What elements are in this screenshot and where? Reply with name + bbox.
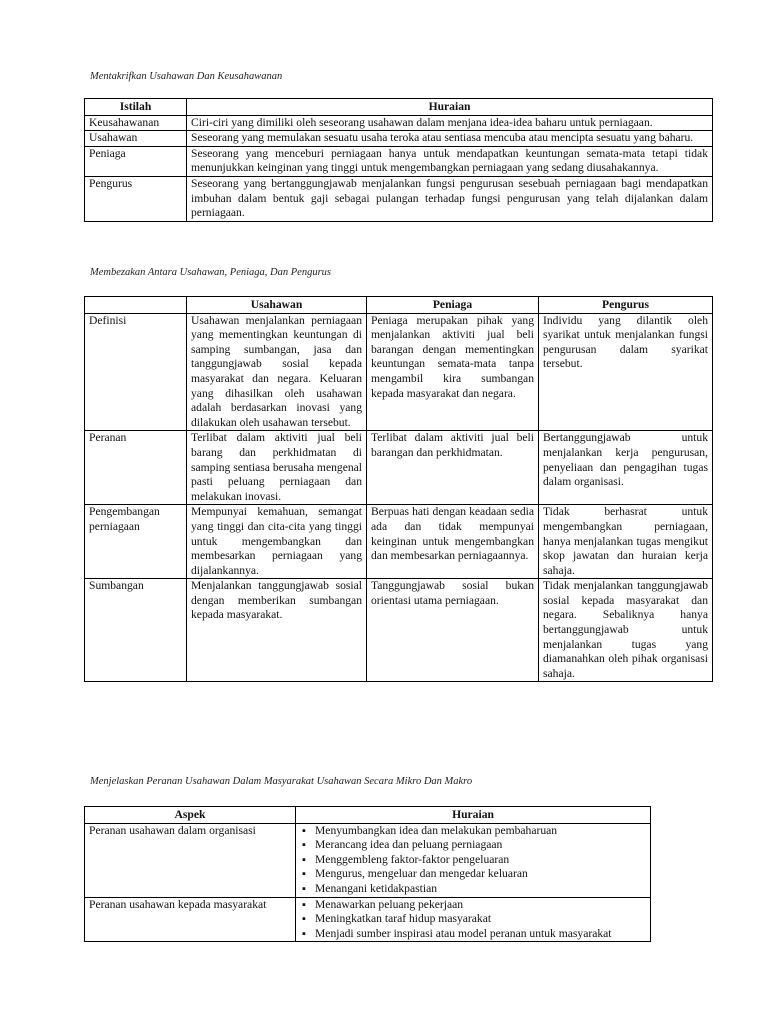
table-row — [85, 431, 713, 505]
description-cell: Seseorang yang bertanggungjawab menjalankan fungsi pengurusan sesebuah perniagaan bagi mendapatkan imbuhan dalam bentuk gaji sebagai pulangan terhadap fungsi pengurusan yang telah dijalankan dalam perniagaan. — [187, 176, 713, 221]
table-header-row — [85, 297, 713, 314]
aspect-cell: Pengembangan perniagaan — [85, 505, 187, 579]
usahawan-cell: Mempunyai kemahuan, semangat yang tinggi dan cita-cita yang tinggi untuk mengembangkan dan membesarkan perniagaan yang dijalankannya. — [187, 505, 367, 579]
section1-heading: Mentakrifkan Usahawan Dan Keusahawanan — [90, 71, 283, 82]
description-cell: Ciri-ciri yang dimiliki oleh seseorang usahawan dalam menjana idea-idea baharu untuk perniagaan. — [187, 115, 713, 131]
column-header-huraian: Huraian — [296, 807, 651, 824]
table-row — [85, 897, 651, 942]
term-cell: Peniaga — [85, 146, 187, 176]
table-row — [85, 176, 713, 221]
list-item: ▪ Mengurus, mengeluar dan mengedar keluaran — [300, 867, 646, 882]
list-item: ▪ Merancang idea dan peluang perniagaan — [300, 838, 646, 853]
usahawan-cell: Usahawan menjalankan perniagaan yang mementingkan keuntungan di samping sumbangan, jasa dan tanggungjawab sosial kepada masyarakat dan negara. Keluaran yang dihasilkan oleh usahawan adalah berdasarkan inovasi yang dilakukan oleh usahawan tersebut. — [187, 313, 367, 431]
column-header-aspect — [85, 297, 187, 314]
roles-table — [84, 806, 651, 942]
description-cell: Seseorang yang memulakan sesuatu usaha teroka atau sentiasa mencuba atau mencipta sesuatu yang baharu. — [187, 131, 713, 147]
section2-heading: Membezakan Antara Usahawan, Peniaga, Dan Pengurus — [90, 267, 331, 278]
term-cell: Usahawan — [85, 131, 187, 147]
list-item: ▪ Meningkatkan taraf hidup masyarakat — [300, 912, 646, 927]
pengurus-cell: Tidak menjalankan tanggungjawab sosial kepada masyarakat dan negara. Sebaliknya hanya bertanggungjawab untuk menjalankan tugas yang diamanahkan oleh pihak organisasi sahaja. — [539, 579, 713, 682]
bullet-list-cell — [296, 897, 651, 942]
column-header-usahawan: Usahawan — [187, 297, 367, 314]
table-row — [85, 579, 713, 682]
aspect-cell: Peranan — [85, 431, 187, 505]
table-row — [85, 823, 651, 897]
definitions-table — [84, 98, 713, 222]
table-row — [85, 313, 713, 431]
comparison-table — [84, 296, 713, 682]
aspect-cell: Peranan usahawan kepada masyarakat — [85, 897, 296, 942]
column-header-istilah: Istilah — [85, 99, 187, 116]
term-cell: Pengurus — [85, 176, 187, 221]
description-cell: Seseorang yang menceburi perniagaan hanya untuk mendapatkan keuntungan semata-mata tetapi tidak menunjukkan keinginan yang tinggi untuk mengembangkan perniagaan yang sedang diusahakannya. — [187, 146, 713, 176]
bullet-list-cell — [296, 823, 651, 897]
peniaga-cell: Terlibat dalam aktiviti jual beli barangan dan perkhidmatan. — [367, 431, 539, 505]
table-header-row — [85, 807, 651, 824]
peniaga-cell: Peniaga merupakan pihak yang menjalankan aktiviti jual beli barangan dengan mementingkan keuntungan semata-mata tanpa mengambil kira sumbangan kepada masyarakat dan negara. — [367, 313, 539, 431]
list-item: ▪ Menyumbangkan idea dan melakukan pembaharuan — [300, 824, 646, 839]
aspect-cell: Sumbangan — [85, 579, 187, 682]
table-header-row — [85, 99, 713, 116]
pengurus-cell: Individu yang dilantik oleh syarikat untuk menjalankan fungsi pengurusan dalam syarikat tersebut. — [539, 313, 713, 431]
peniaga-cell: Tanggungjawab sosial bukan orientasi utama perniagaan. — [367, 579, 539, 682]
list-item: ▪ Menangani ketidakpastian — [300, 882, 646, 897]
column-header-huraian: Huraian — [187, 99, 713, 116]
table-row — [85, 115, 713, 131]
bullet-list — [300, 824, 646, 897]
peniaga-cell: Berpuas hati dengan keadaan sedia ada dan tidak mempunyai keinginan untuk mengembangkan dan membesarkan perniagaannya. — [367, 505, 539, 579]
term-cell: Keusahawanan — [85, 115, 187, 131]
table-row — [85, 131, 713, 147]
table-row — [85, 505, 713, 579]
pengurus-cell: Bertanggungjawab untuk menjalankan kerja pengurusan, penyeliaan dan pengagihan tugas dalam organisasi. — [539, 431, 713, 505]
column-header-pengurus: Pengurus — [539, 297, 713, 314]
list-item: ▪ Menggembleng faktor-faktor pengeluaran — [300, 853, 646, 868]
column-header-peniaga: Peniaga — [367, 297, 539, 314]
list-item: ▪ Menawarkan peluang pekerjaan — [300, 898, 646, 913]
bullet-list — [300, 898, 646, 942]
column-header-aspek: Aspek — [85, 807, 296, 824]
list-item: ▪ Menjadi sumber inspirasi atau model peranan untuk masyarakat — [300, 927, 646, 942]
usahawan-cell: Menjalankan tanggungjawab sosial dengan memberikan sumbangan kepada masyarakat. — [187, 579, 367, 682]
table-row — [85, 146, 713, 176]
pengurus-cell: Tidak berhasrat untuk mengembangkan perniagaan, hanya menjalankan tugas mengikut skop jawatan dan huraian kerja sahaja. — [539, 505, 713, 579]
aspect-cell: Peranan usahawan dalam organisasi — [85, 823, 296, 897]
usahawan-cell: Terlibat dalam aktiviti jual beli barang dan perkhidmatan di samping sentiasa berusaha mengenal pasti peluang perniagaan dan melakukan inovasi. — [187, 431, 367, 505]
section3-heading: Menjelaskan Peranan Usahawan Dalam Masyarakat Usahawan Secara Mikro Dan Makro — [90, 776, 473, 787]
aspect-cell: Definisi — [85, 313, 187, 431]
